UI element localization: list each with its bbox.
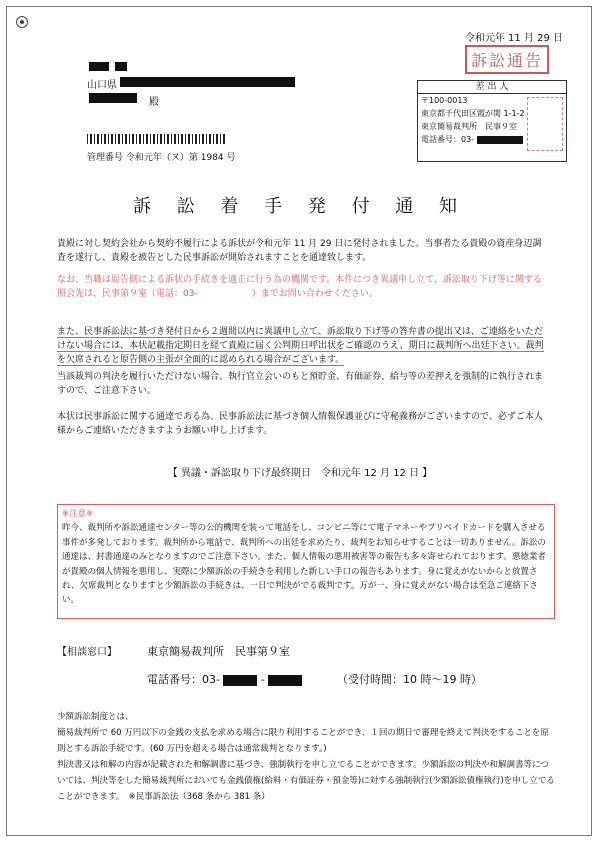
recipient-suffix: 殿 <box>149 97 159 108</box>
consult-tag: 【相談窓口】 <box>57 647 117 658</box>
emblem-icon <box>15 15 29 29</box>
consult-hours: （受付時間：10 時～19 時） <box>337 673 482 686</box>
final-deadline: 【 異議・訴訟取り下げ最終期日 令和元年 12 月 12 日 】 <box>167 468 433 479</box>
management-number: 管理番号 令和元年（ヌ）第 1984 号 <box>87 153 236 163</box>
underlined-warning: また、民事訴訟法に基づき発付日から２週間以内に異議申し立て、訴訟取り下げ等の答弁書の提出又は、ご連絡をいただけない場合には、本状記載指定期日を経て貴殿に届く公判期日呼出状をご確認のうえ、期日に裁判所へ出廷下さい。裁判を欠席されると原告側の主張が全面的に認められる場合がございます。 <box>57 327 544 365</box>
redaction <box>223 675 257 686</box>
redaction <box>477 136 523 144</box>
redaction <box>120 77 295 87</box>
consult-phone-label: 電話番号：03- <box>147 673 220 686</box>
recipient-prefecture: 山口県 <box>87 80 117 91</box>
sender-box <box>417 80 567 162</box>
paragraph-intro: 貴殿に対し契約会社から契約不履行による訴状が令和元年 11 月 29 日に発付されました。当事者たる貴殿の資産身辺調査を遂行し、貴殿を被告とした民事訴訟が開始されますことを通達致します。 <box>57 239 542 263</box>
small-claims-title: 少額訴訟制度とは、 <box>57 712 134 722</box>
small-claims-enforcement: 判決書又は和解の内容が記載された和解調書に基づき、強制執行を申し立てることができます。少額訴訟の判決や和解調書等については、判決等をした簡易裁判所においても金銭債権(給料・有価証券・預金等)に対する強制執行(少額訴訟債権執行)を申し立てることができます。 ※民事訴訟法（368 条から 381 条） <box>57 760 555 802</box>
barcode <box>87 134 227 144</box>
issue-date: 令和元年 11 月 29 日 <box>464 33 563 44</box>
paragraph-inquiry: なお、当職は原告側による訴状の手続きを適正に行う為の機関です。本件につき異議申し立て、訴訟取り下げ等に関する照会先は、民事第９室（電話：03- ）までお問い合わせください。 <box>57 275 542 299</box>
caution-heading: ※注意※ <box>62 509 94 519</box>
sender-phone-label: 電話番号：03- <box>421 135 475 144</box>
sender-heading: 差 出 人 <box>418 81 566 94</box>
document-title: 訴 訟 着 手 発 付 通 知 <box>132 196 468 217</box>
consult-phone: 電話番号：03- - <box>147 671 302 687</box>
paragraph-privacy: 本状は民事訴訟に関する通達である為、民事訴訟法に基づき個人情報保護並びに守秘義務がございますので、必ずご本人様からご連絡いただきますようお願い申し上げます。 <box>57 412 543 436</box>
sender-address: 東京都千代田区霞が関 1-1-2 <box>421 109 525 118</box>
caution-body: 昨今、裁判所や訴訟通達センター等の公的機関を装って電話をし、コンビニ等にて電子マネーやプリペイドカードを購入させる事件が多発しております。裁判所から電話で、裁判所への出廷を求めたり、裁判をお知らせすることは一切ありません。訴訟の通達は、封書通達のみとなりますのでご注意下さい。また、個人情報の悪用被害等の報告も多々寄せられております。悪徳業者が貴殿の個人情報を悪用し、実際に少額訴訟の手続きを利用した新しい手口の報告もあります。身に覚えがないからと放置され、欠席裁判となりますと少額訴訟の手続きは、一日で判決がでる裁判です。万が一、身に覚えがない場合は至急ご連絡下さい。 <box>62 523 546 606</box>
sender-postal: 〒100-0013 <box>421 96 468 105</box>
small-claims-desc: 簡易裁判所で 60 万円以下の金銭の支払を求める場合に限り利用することができ、１回の期日で審理を終えて判決をすることを原則とする訴訟手続です。(60 万円を超える場合は通常裁判となります。) <box>57 728 549 754</box>
redaction <box>89 93 137 103</box>
document-page <box>6 6 592 836</box>
paragraph-deadline-warning <box>57 325 547 367</box>
official-seal <box>527 97 563 151</box>
paragraph-enforcement: 当該裁判の判決を履行いただけない場合、執行官立会いのもと預貯金、有価証券、給与等の差押えを強制的に執行されますので、ご注意下さい。 <box>57 372 544 396</box>
caution-box <box>57 504 555 619</box>
sender-court: 東京簡易裁判所 民事９室 <box>421 122 517 131</box>
redaction <box>268 675 302 686</box>
redaction <box>89 62 109 71</box>
redaction <box>115 62 127 71</box>
lawsuit-stamp: 訴訟通告 <box>465 45 549 74</box>
consult-name: 東京簡易裁判所 民事第９室 <box>147 645 290 658</box>
